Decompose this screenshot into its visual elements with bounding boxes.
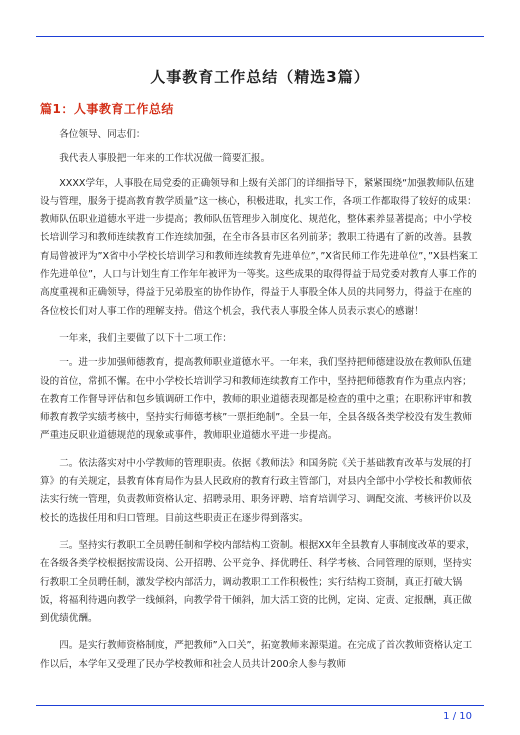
paragraph-item-2: 二。依法落实对中小学教师的管理职责。依据《教师法》和国务院《关于基础教育改革与发展的打算》的有关规定，县教育体育局作为县人民政府的教育行政主管部门，对县内全部中小学校长和教师依法实行统一管理，负责教师资格认定、招聘录用、职务评聘、培育培训学习、调配交流、考核评价以及校长的选拔任用和归口管理。目前这些职责正在逐步得到落实。: [40, 457, 472, 524]
header-rule: [36, 36, 484, 37]
paragraph-summary: XXXX学年，人事股在局党委的正确领导和上级有关部门的详细指导下，紧紧围绕“加强教师队伍建设与管理，服务于提高教育教学质量”这一核心，积极进取，扎实工作，各项工作都取得了较好的成果：教师队伍职业道德水平进一步提高；教师队伍管理步入制度化、规范化，整体素养显著提高；中小学校长培训学习和教师连续教育工作连续加强，在全市各县市区名列前茅；教职工待遇有了新的改善。县教育局曾被评为”X省中小学校长培训学习和教师连续教育先进单位”，”X省民师工作先进单位”，”X县档案工作先进单位”，人口与计划生育工作年年被评为一等奖。这些成果的取得得益于局党委对教育人事工作的高度重视和正确领导，得益于兄弟股室的协作协作，得益于人事股全体人员的共同努力，得益于在座的各位校长们对人事工作的理解支持。借这个机会，我代表人事股全体人员表示衷心的感谢！: [40, 177, 478, 317]
paragraph-item-1: 一。进一步加强师德教育，提高教师职业道德水平。一年来，我们坚持把师德建设放在教师队伍建设的首位，常抓不懈。在中小学校长培训学习和教师连续教育工作中，坚持把师德教育作为重点内容；在教育工作督导评估和包乡镇调研工作中，教师的职业道德表现都是检查的重中之重；在职称评审和教师教育教学实绩考核中，坚持实行师德考核”一票拒绝制”。全县一年，全县各级各类学校没有发生教师严重违反职业道德规范的现象或事件，教师职业道德水平进一步提高。: [40, 357, 473, 442]
paragraph-intro: 我代表人事股把一年来的工作状况做一简要汇报。: [59, 153, 271, 165]
paragraph-item-4: 四。是实行教师资格制度，严把教师”入口关”，拓宽教师来源渠道。在完成了首次教师资格认定工作以后，本学年又受理了民办学校教师和社会人员共计200余人参与教师: [40, 640, 473, 670]
paragraph-work-list-intro: 一年来，我们主要做了以下十二项工作：: [59, 332, 232, 344]
footer-rule: [36, 705, 484, 706]
paragraph-salutation: 各位领导、同志们：: [59, 129, 146, 140]
page-indicator: 1 / 10: [443, 711, 472, 722]
section-heading: 篇1：人事教育工作总结: [40, 102, 174, 116]
paragraph-item-3: 三。坚持实行教职工全员聘任制和学校内部结构工资制。根据XX年全县教育人事制度改革的要求，在各级各类学校根据按需设岗、公开招聘、公平竞争、择优聘任、科学考核、合同管理的原则，坚持实行教职工全员聘任制，激发学校内部活力，调动教职工工作积极性；实行结构工资制，真正打破大锅饭，将福利待遇向教学一线倾斜，向教学骨干倾斜，加大活工资的比例，定岗、定责、定报酬，真正做到优绩优酬。: [40, 539, 476, 625]
document-body: [40, 126, 480, 683]
document-title: 人事教育工作总结（精选3篇）: [150, 68, 370, 86]
